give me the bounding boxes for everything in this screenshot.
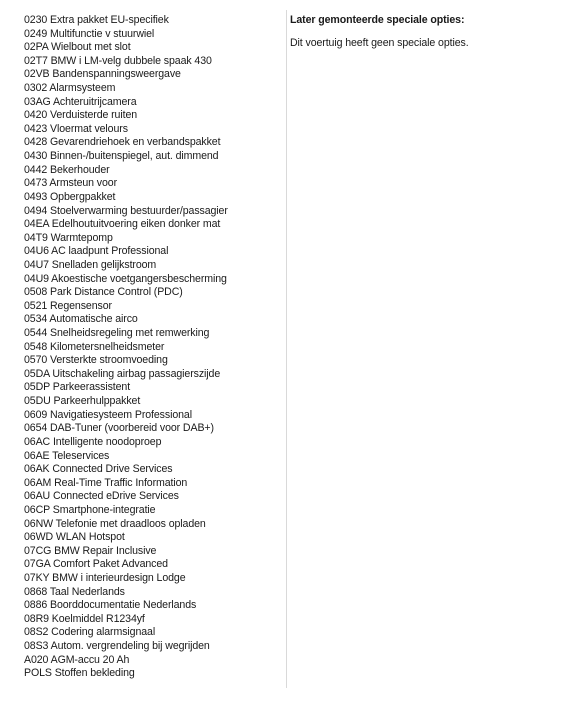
option-item: 0473 Armsteun voor <box>24 177 118 190</box>
option-item: 0654 DAB-Tuner (voorbereid voor DAB+) <box>24 422 214 435</box>
option-item: 0249 Multifunctie v stuurwiel <box>24 27 155 40</box>
option-item: 07GA Comfort Paket Advanced <box>24 558 168 571</box>
option-item: 05DP Parkeerassistent <box>24 381 131 394</box>
option-item: 07KY BMW i interieurdesign Lodge <box>24 571 186 584</box>
option-item: 04U7 Snelladen gelijkstroom <box>24 258 157 271</box>
option-item: 0420 Verduisterde ruiten <box>24 109 138 122</box>
later-options-column <box>290 14 550 50</box>
option-item: 06NW Telefonie met draadloos opladen <box>24 517 206 530</box>
option-item: 0430 Binnen-/buitenspiegel, aut. dimmend <box>24 150 219 163</box>
option-item: 0230 Extra pakket EU-specifiek <box>24 14 169 26</box>
option-item: 06WD WLAN Hotspot <box>24 531 125 544</box>
option-item: 02T7 BMW i LM-velg dubbele spaak 430 <box>24 54 212 67</box>
option-item: 06AU Connected eDrive Services <box>24 490 179 503</box>
option-item: 0442 Bekerhouder <box>24 163 110 176</box>
option-item: 04U6 AC laadpunt Professional <box>24 245 169 258</box>
option-item: 0521 Regensensor <box>24 299 112 312</box>
option-item: 06AE Teleservices <box>24 449 110 462</box>
option-item: 07CG BMW Repair Inclusive <box>24 544 157 557</box>
option-item: 04T9 Warmtepomp <box>24 231 113 244</box>
option-item: 0548 Kilometersnelheidsmeter <box>24 340 165 353</box>
option-item: 02PA Wielbout met slot <box>24 41 131 54</box>
option-item: 0302 Alarmsysteem <box>24 82 116 95</box>
option-item: 0493 Opbergpakket <box>24 190 116 203</box>
option-item: 06CP Smartphone-integratie <box>24 503 156 516</box>
option-item: 06AK Connected Drive Services <box>24 463 173 476</box>
later-options-text: Dit voertuig heeft geen speciale opties. <box>290 36 469 49</box>
column-divider <box>286 10 287 688</box>
option-item: 0609 Navigatiesysteem Professional <box>24 408 192 421</box>
option-item: POLS Stoffen bekleding <box>24 667 135 680</box>
option-item: 08R9 Koelmiddel R1234yf <box>24 612 145 625</box>
option-item: 0868 Taal Nederlands <box>24 585 125 598</box>
option-item: 02VB Bandenspanningsweergave <box>24 68 181 81</box>
option-item: 06AC Intelligente noodoproep <box>24 435 162 448</box>
option-item: 04U9 Akoestische voetgangersbescherming <box>24 272 227 285</box>
option-item: A020 AGM-accu 20 Ah <box>24 653 130 666</box>
option-item: 06AM Real-Time Traffic Information <box>24 476 188 489</box>
factory-options-list <box>24 14 282 681</box>
option-item: 0886 Boorddocumentatie Nederlands <box>24 599 197 612</box>
option-item: 05DA Uitschakeling airbag passagierszijde <box>24 367 221 380</box>
option-item: 0423 Vloermat velours <box>24 122 128 135</box>
option-item: 0494 Stoelverwarming bestuurder/passagier <box>24 204 228 217</box>
option-item: 04EA Edelhoutuitvoering eiken donker mat <box>24 218 221 231</box>
option-item: 08S2 Codering alarmsignaal <box>24 626 156 639</box>
option-item: 05DU Parkeerhulppakket <box>24 395 141 408</box>
factory-options-column <box>24 14 282 681</box>
option-item: 03AG Achteruitrijcamera <box>24 95 137 108</box>
later-options-title: Later gemonteerde speciale opties: <box>290 14 465 26</box>
option-item: 0508 Park Distance Control (PDC) <box>24 286 183 299</box>
option-item: 0570 Versterkte stroomvoeding <box>24 354 168 367</box>
option-item: 0534 Automatische airco <box>24 313 138 326</box>
option-item: 08S3 Autom. vergrendeling bij wegrijden <box>24 640 210 653</box>
option-item: 0428 Gevarendriehoek en verbandspakket <box>24 136 221 149</box>
option-item: 0544 Snelheidsregeling met remwerking <box>24 327 210 340</box>
